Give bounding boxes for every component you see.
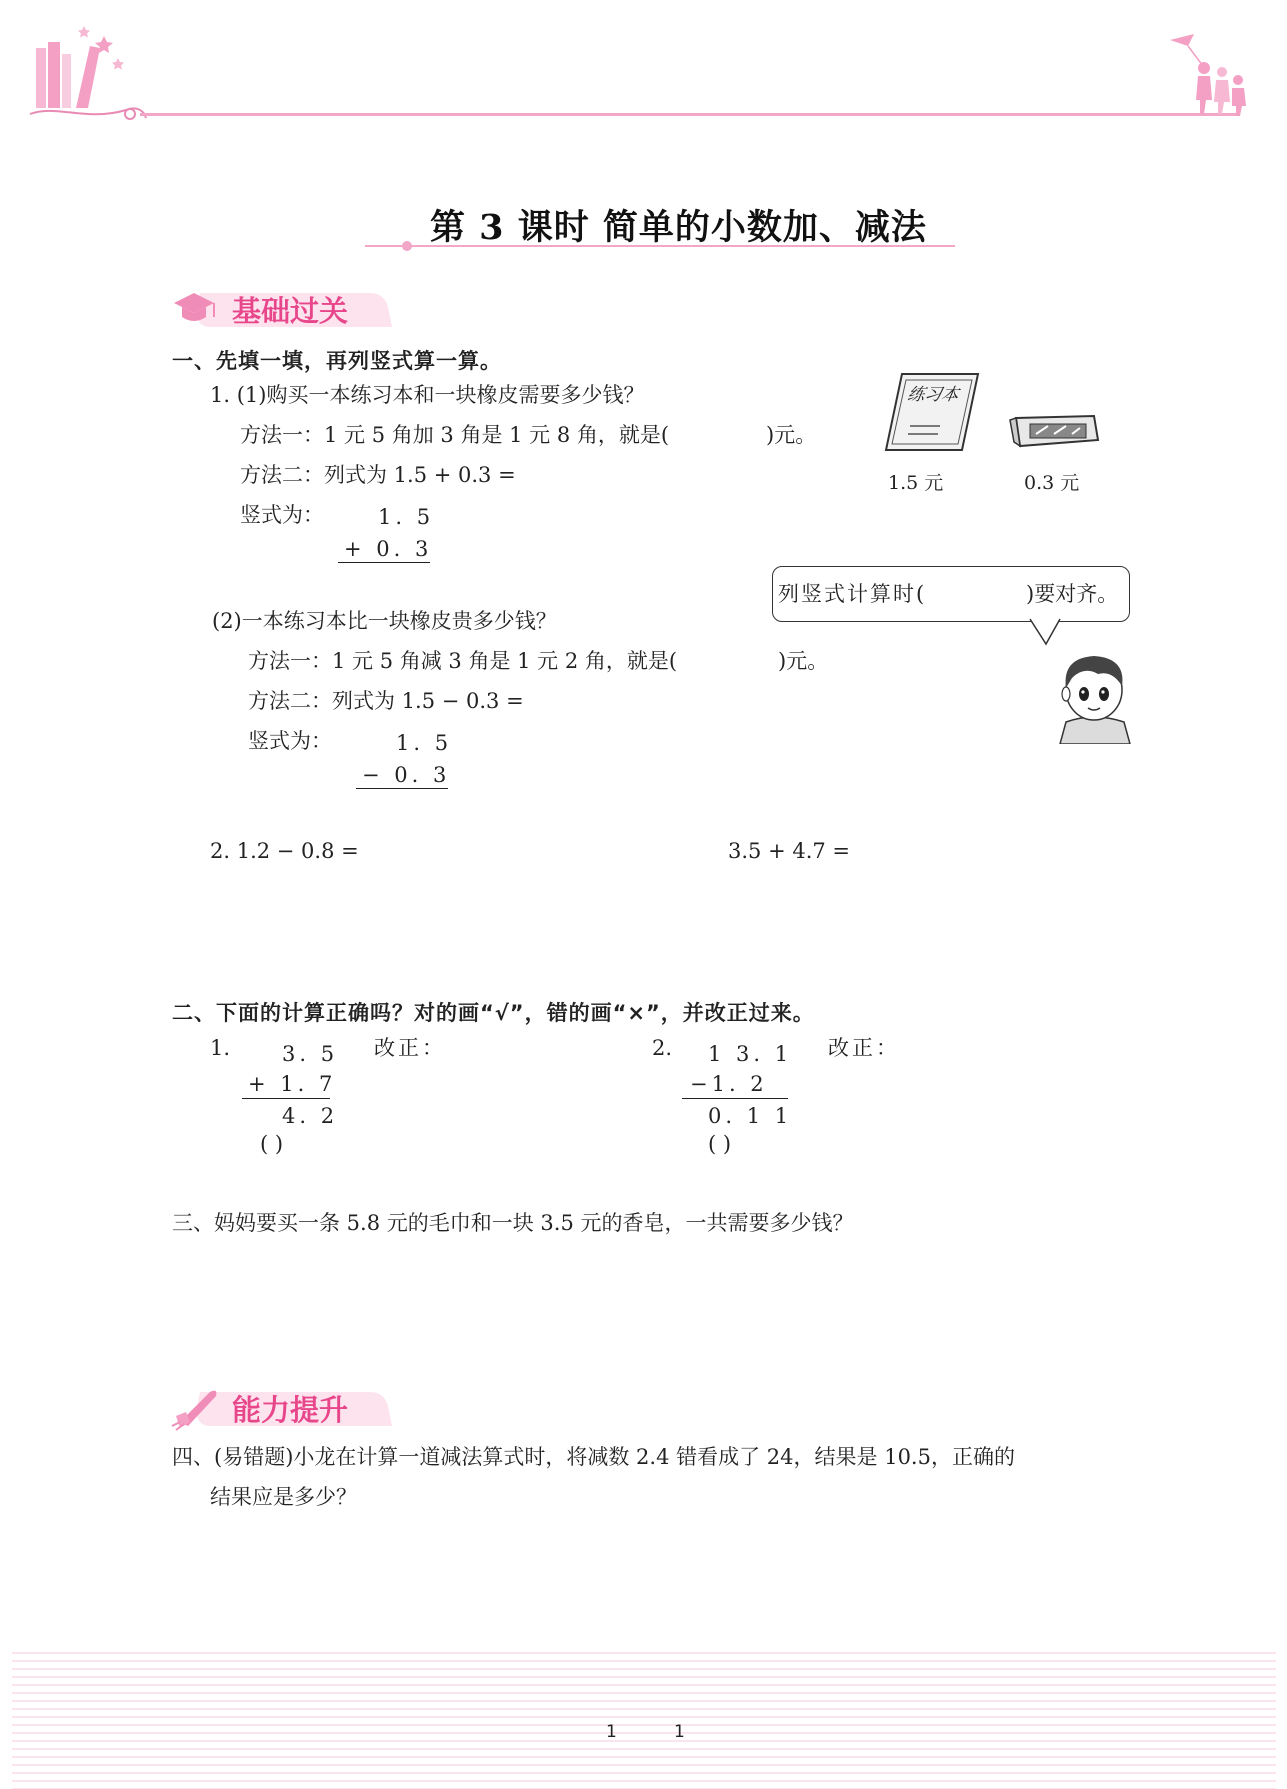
q2-a-line [242,1098,330,1099]
q1-part2-question: (2)一本练习本比一块橡皮贵多少钱？ [212,609,557,633]
q1-part2-method2: 方法二：列式为 1.5 − 0.3 = [248,689,524,713]
header-decoration-left [26,18,156,128]
q2-a-middle: + 1. 7 [248,1072,337,1096]
q2-a-judge-blank[interactable]: ( ) [260,1132,284,1156]
header-decoration-right [1160,30,1260,120]
header-rule [140,113,1240,116]
q2-a-correction-label: 改正： [374,1036,446,1060]
q1-part1-vertical-line [338,562,430,563]
q2-b-judge-blank[interactable]: ( ) [708,1132,732,1156]
q2-a-result: 4. 2 [282,1104,339,1128]
footer-stripes [12,1652,1276,1789]
q2-b-top: 1 3. 1 [708,1042,793,1066]
section-title-advanced: 能力提升 [232,1393,349,1427]
q1-part2-vertical-bottom: − 0. 3 [362,763,451,787]
page-title: 第 3 课时 简单的小数加、减法 [430,207,927,248]
section-badge-basic [170,283,400,333]
q2-b-middle: −1. 2 [690,1072,768,1096]
q1-part2-method1-a: 方法一：1 元 5 角减 3 角是 1 元 2 角，就是( [248,649,678,673]
q2-b-number: 2. [652,1036,673,1060]
q2-b-result: 0. 1 1 [708,1104,793,1128]
q1-part1-question: 1. (1)购买一本练习本和一块橡皮需要多少钱？ [210,383,645,407]
q2-b-line [682,1098,788,1099]
q1-part2-vertical-line [356,788,448,789]
q1-part2-method1-b: )元。 [778,649,829,673]
q2-a-top: 3. 5 [282,1042,339,1066]
q4-line1: 四、(易错题)小龙在计算一道减法算式时，将减数 2.4 错看成了 24，结果是 10.5，正确的 [172,1445,1015,1469]
page-number-right: 1 [674,1722,685,1742]
section-badge-advanced [170,1382,400,1432]
notebook-price: 1.5 元 [888,472,944,494]
q1-part1-vertical-label: 竖式为： [240,503,324,527]
speech-bubble-tail [1028,618,1068,646]
notebook-image [882,370,982,456]
bubble-answer-blank[interactable] [946,578,1028,608]
q1-part1-method2: 方法二：列式为 1.5 + 0.3 = [240,463,516,487]
q1-part2-answer-blank[interactable] [718,646,776,674]
boy-illustration [1050,648,1140,744]
q1-part1-vertical-top: 1. 5 [378,505,435,529]
title-underline [365,237,955,249]
notebook-label: 练习本 [905,385,961,405]
q3-text: 三、妈妈要买一条 5.8 元的毛巾和一块 3.5 元的香皂，一共需要多少钱？ [172,1211,854,1235]
eraser-price: 0.3 元 [1024,472,1080,494]
q1-item2-expr-a: 2. 1.2 − 0.8 = [210,839,359,863]
q1-heading: 一、先填一填，再列竖式算一算。 [172,349,502,373]
q1-part1-answer-blank[interactable] [706,420,764,448]
q2-b-correction-label: 改正： [828,1036,900,1060]
section-title-basic: 基础过关 [232,294,349,328]
bubble-text-b: )要对齐。 [1026,582,1119,606]
q4-line2: 结果应是多少？ [210,1485,357,1509]
eraser-image [1008,410,1102,452]
bubble-text-a: 列竖式计算时( [778,582,927,606]
page-number-left: 1 [606,1722,617,1742]
q1-part2-vertical-top: 1. 5 [396,731,453,755]
q1-part1-method1-b: )元。 [766,423,817,447]
q1-item2-expr-b: 3.5 + 4.7 = [728,839,851,863]
q2-heading: 二、下面的计算正确吗？对的画“√”，错的画“×”，并改正过来。 [172,1001,815,1025]
q2-a-number: 1. [210,1036,231,1060]
q1-part2-vertical-label: 竖式为： [248,729,332,753]
q1-part1-vertical-bottom: + 0. 3 [344,537,433,561]
q1-part1-method1-a: 方法一：1 元 5 角加 3 角是 1 元 8 角，就是( [240,423,670,447]
